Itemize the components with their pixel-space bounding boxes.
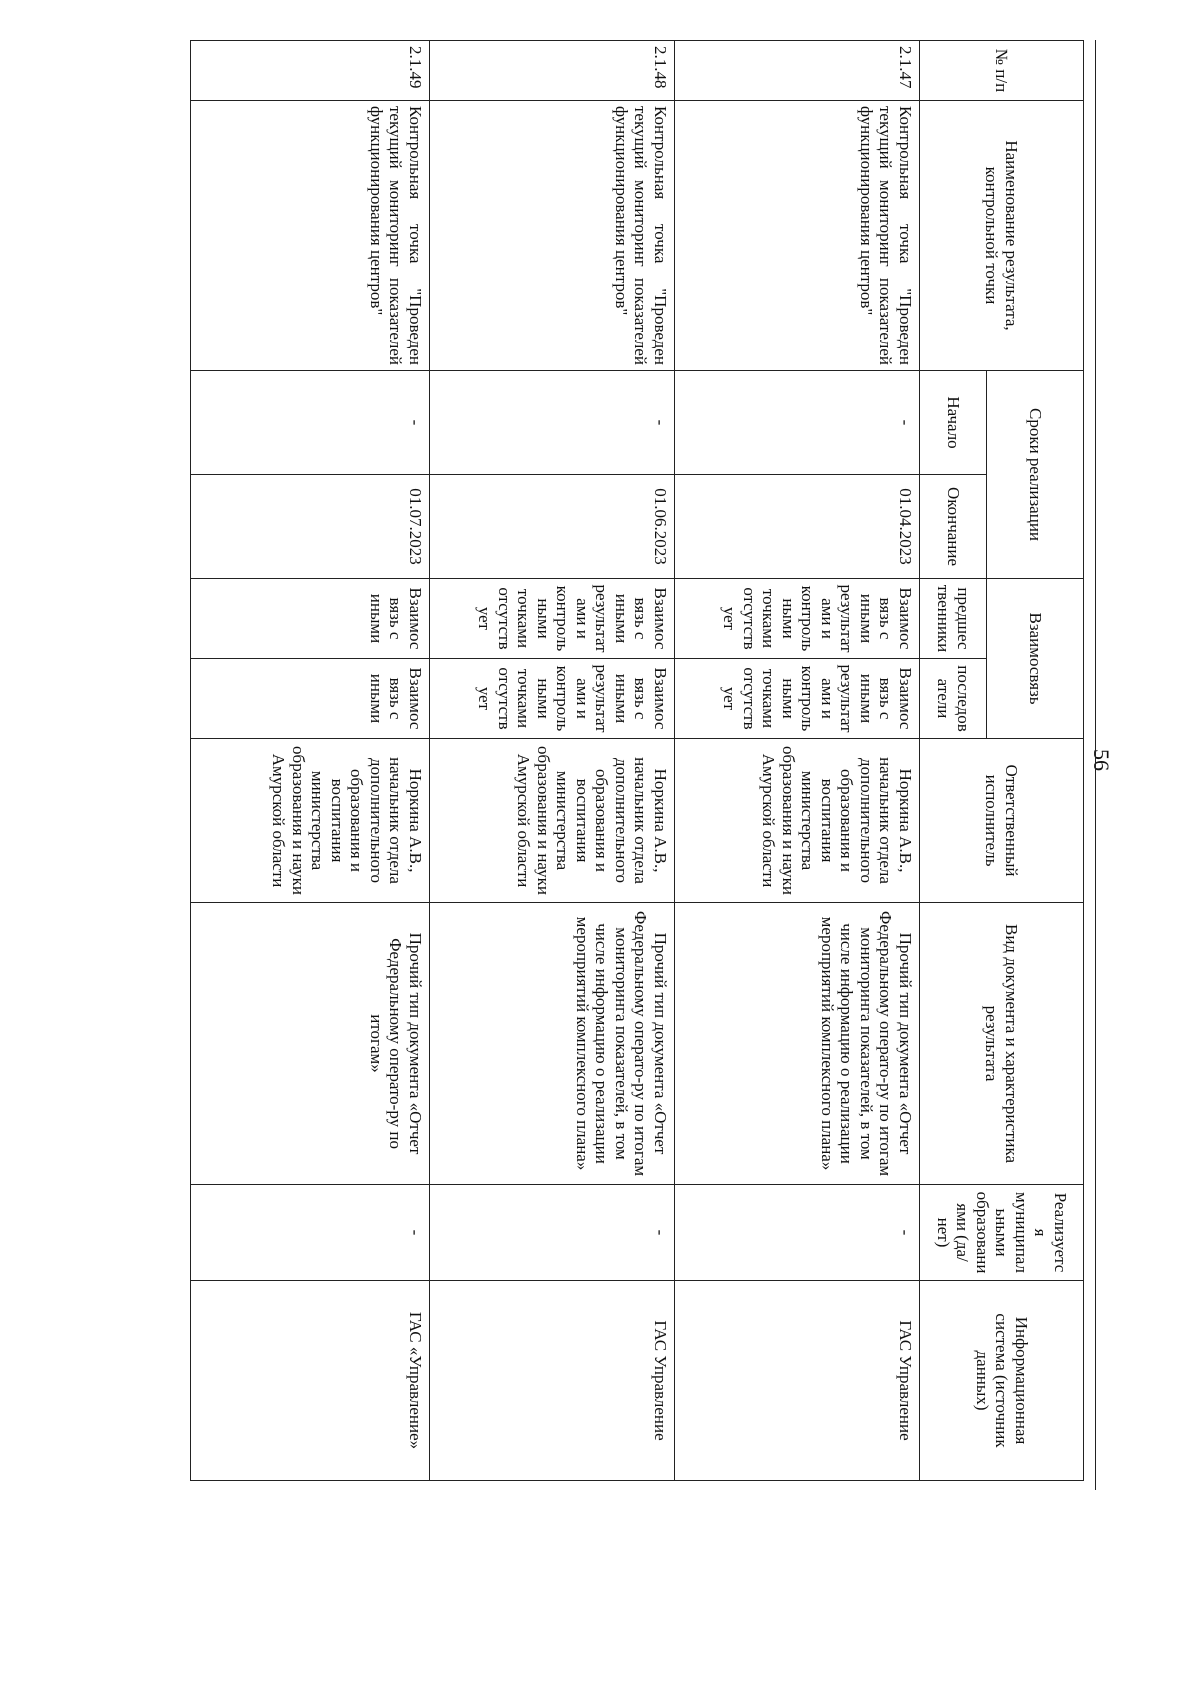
header-start: Начало xyxy=(920,371,987,475)
row-name: Контрольная точка "Проведен текущий мониторинг показателей функционирования центров" xyxy=(675,101,920,371)
row-num: 2.1.49 xyxy=(191,41,430,101)
header-executor: Ответственный исполнитель xyxy=(920,739,1084,903)
row-municipal: - xyxy=(191,1185,430,1281)
table-row xyxy=(430,41,675,1481)
row-num: 2.1.48 xyxy=(430,41,675,101)
row-municipal: - xyxy=(675,1185,920,1281)
page-number: 56 xyxy=(1089,749,1114,771)
row-start: - xyxy=(430,371,675,475)
row-succ: Взаимосвязь с иными результатами и контрольными точками отсутствует xyxy=(430,659,675,739)
top-rule xyxy=(1095,40,1096,1490)
row-executor: Норкина А.В., начальник отдела дополнительного образования и воспитания министерства образования и науки Амурской области xyxy=(675,739,920,903)
header-end: Окончание xyxy=(920,475,987,579)
header-row-1 xyxy=(987,41,1084,1481)
row-start: - xyxy=(191,371,430,475)
row-end: 01.07.2023 xyxy=(191,475,430,579)
header-num: № п/п xyxy=(920,41,1084,101)
row-succ: Взаимосвязь с иными xyxy=(191,659,430,739)
row-name: Контрольная точка "Проведен текущий мониторинг показателей функционирования центров" xyxy=(191,101,430,371)
row-name: Контрольная точка "Проведен текущий мониторинг показателей функционирования центров" xyxy=(430,101,675,371)
row-system: ГАС Управление xyxy=(675,1281,920,1481)
row-pred: Взаимосвязь с иными результатами и контрольными точками отсутствует xyxy=(675,579,920,659)
table-row xyxy=(675,41,920,1481)
row-doc: Прочий тип документа «Отчет Федеральному операто-ру по итогам» xyxy=(191,903,430,1185)
header-doc: Вид документа и характеристика результата xyxy=(920,903,1084,1185)
header-terms: Сроки реализации xyxy=(987,371,1084,579)
row-system: ГАС «Управление» xyxy=(191,1281,430,1481)
header-pred: предшественники xyxy=(920,579,987,659)
plan-table xyxy=(190,40,1084,1481)
header-municipal: Реализуется муниципальными образованиями (да/нет) xyxy=(920,1185,1084,1281)
header-links: Взаимосвязь xyxy=(987,579,1084,739)
table-row xyxy=(191,41,430,1481)
row-end: 01.04.2023 xyxy=(675,475,920,579)
row-doc: Прочий тип документа «Отчет Федеральному операто-ру по итогам мониторинга показателей, в том числе информацию о реализации мероприятий комплексного плана» xyxy=(430,903,675,1185)
row-num: 2.1.47 xyxy=(675,41,920,101)
header-system: Информационная система (источник данных) xyxy=(920,1281,1084,1481)
row-pred: Взаимосвязь с иными результатами и контрольными точками отсутствует xyxy=(430,579,675,659)
row-start: - xyxy=(675,371,920,475)
row-municipal: - xyxy=(430,1185,675,1281)
row-end: 01.06.2023 xyxy=(430,475,675,579)
header-succ: последователи xyxy=(920,659,987,739)
row-pred: Взаимосвязь с иными xyxy=(191,579,430,659)
row-executor: Норкина А.В., начальник отдела дополнительного образования и воспитания министерства образования и науки Амурской области xyxy=(191,739,430,903)
header-name: Наименование результата, контрольной точки xyxy=(920,101,1084,371)
row-system: ГАС Управление xyxy=(430,1281,675,1481)
rotated-page xyxy=(138,40,1118,1480)
row-executor: Норкина А.В., начальник отдела дополнительного образования и воспитания министерства образования и науки Амурской области xyxy=(430,739,675,903)
row-succ: Взаимосвязь с иными результатами и контрольными точками отсутствует xyxy=(675,659,920,739)
row-doc: Прочий тип документа «Отчет Федеральному операто-ру по итогам мониторинга показателей, в том числе информацию о реализации мероприятий комплексного плана» xyxy=(675,903,920,1185)
